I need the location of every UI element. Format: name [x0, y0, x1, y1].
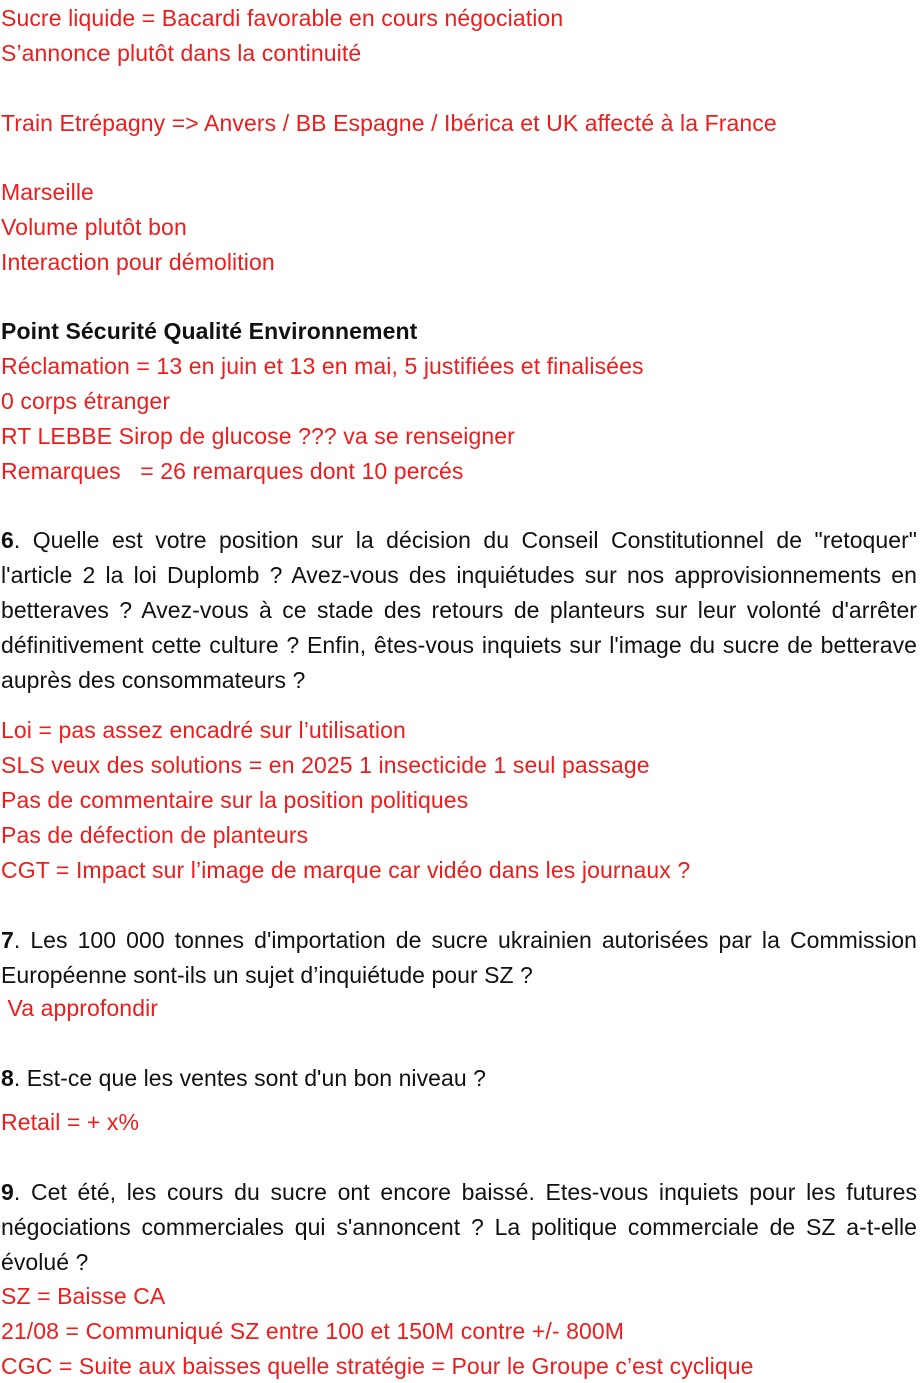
- question-7: [1, 923, 917, 993]
- question-9: [1, 1175, 917, 1280]
- note-line: Train Etrépagny => Anvers / BB Espagne / Ibérica et UK affecté à la France: [1, 110, 777, 136]
- note-line: Interaction pour démolition: [1, 249, 275, 275]
- question-number: 7: [1, 927, 14, 953]
- note-line: Volume plutôt bon: [1, 214, 187, 240]
- answer-line: CGC = Suite aux baisses quelle stratégie = Pour le Groupe c’est cyclique: [1, 1353, 754, 1379]
- answer-line: Loi = pas assez encadré sur l’utilisation: [1, 717, 406, 743]
- answer-line: Pas de commentaire sur la position politiques: [1, 787, 469, 813]
- answer-line: CGT = Impact sur l’image de marque car vidéo dans les journaux ?: [1, 857, 691, 883]
- note-line: RT LEBBE Sirop de glucose ??? va se renseigner: [1, 423, 515, 449]
- question-number: 8: [1, 1065, 14, 1091]
- section-heading: Point Sécurité Qualité Environnement: [1, 318, 418, 344]
- answer-line: Retail = + x%: [1, 1109, 140, 1135]
- question-text: . Cet été, les cours du sucre ont encore baissé. Etes-vous inquiets pour les futures négociations commerciales qui s'annoncent ? La politique commerciale de SZ a-t-elle évolué ?: [1, 1179, 917, 1275]
- answer-line: SZ = Baisse CA: [1, 1283, 166, 1309]
- answer-line: SLS veux des solutions = en 2025 1 insecticide 1 seul passage: [1, 752, 650, 778]
- note-line: Remarques = 26 remarques dont 10 percés: [1, 458, 464, 484]
- note-line: 0 corps étranger: [1, 388, 171, 414]
- question-text: . Est-ce que les ventes sont d'un bon niveau ?: [13, 1065, 486, 1091]
- answer-line: Pas de défection de planteurs: [1, 822, 309, 848]
- answer-line: Va approfondir: [1, 995, 159, 1021]
- note-line: S’annonce plutôt dans la continuité: [1, 40, 362, 66]
- question-8: [1, 1061, 917, 1096]
- question-number: 9: [1, 1179, 14, 1205]
- note-line: Marseille: [1, 179, 94, 205]
- question-6: [1, 523, 917, 698]
- note-line: Réclamation = 13 en juin et 13 en mai, 5 justifiées et finalisées: [1, 353, 644, 379]
- note-line: Sucre liquide = Bacardi favorable en cours négociation: [1, 5, 564, 31]
- question-text: . Les 100 000 tonnes d'importation de sucre ukrainien autorisées par la Commission Européenne sont-ils un sujet d’inquiétude pour SZ ?: [1, 927, 917, 988]
- answer-line: 21/08 = Communiqué SZ entre 100 et 150M contre +/- 800M: [1, 1318, 625, 1344]
- question-number: 6: [1, 527, 14, 553]
- question-text: . Quelle est votre position sur la décision du Conseil Constitutionnel de "retoquer" l'article 2 la loi Duplomb ? Avez-vous des inquiétudes sur nos approvisionnements en betteraves ? Avez-vous à ce stade des retours de planteurs sur leur volonté d'arrêter définitivement cette culture ? Enfin, êtes-vous inquiets sur l'image du sucre de betterave auprès des consommateurs ?: [1, 527, 917, 693]
